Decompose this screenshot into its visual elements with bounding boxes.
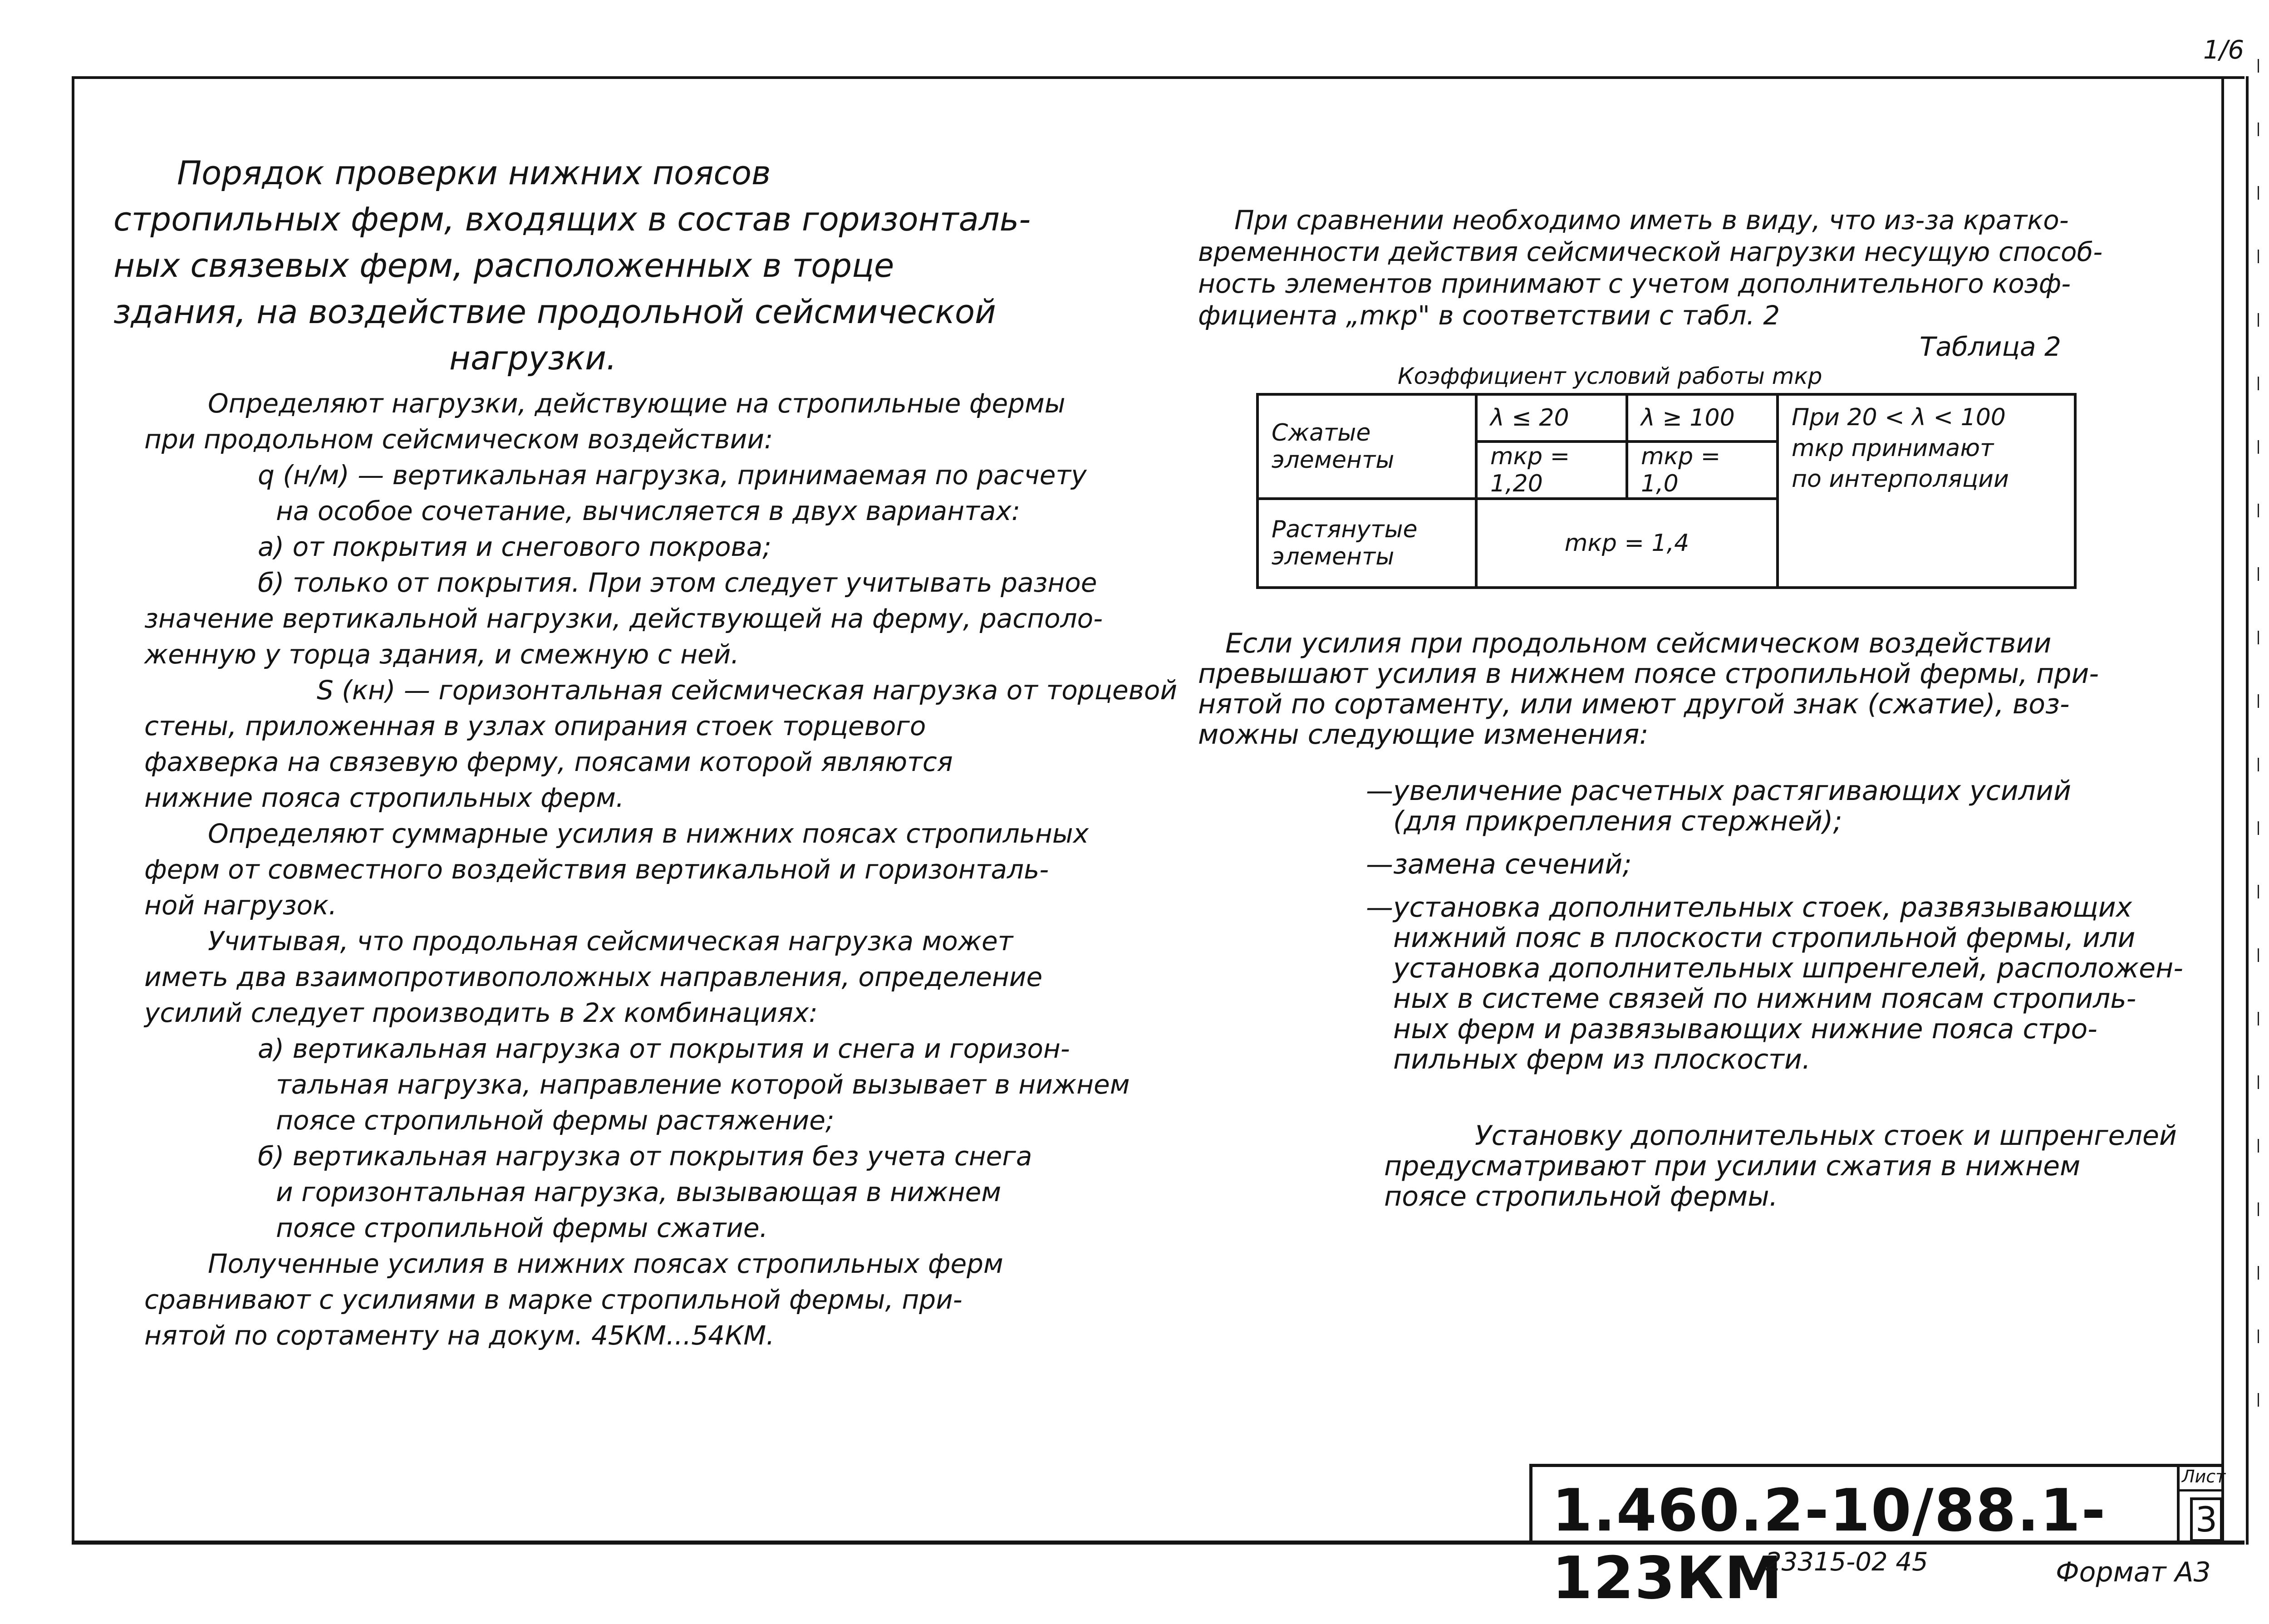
margin-dashes bbox=[2258, 59, 2259, 1420]
cell-line: При 20 < λ < 100 bbox=[1792, 404, 2006, 431]
changes-list bbox=[1366, 776, 2183, 1075]
list-item: установка дополнительных шпренгелей, расположен- bbox=[1393, 952, 2183, 984]
cell-line: Сжатые bbox=[1272, 419, 1371, 446]
body-line: значение вертикальной нагрузки, действующей на ферму, располо- bbox=[144, 603, 1103, 634]
heading-line: ных связевых ферм, расположенных в торце bbox=[113, 246, 894, 285]
body-line: ферм от совместного воздействия вертикальной и горизонталь- bbox=[144, 854, 1049, 885]
body-line: Если усилия при продольном сейсмическом воздействии bbox=[1225, 628, 2052, 659]
body-line: Определяют суммарные усилия в нижних поясах стропильных bbox=[208, 818, 1089, 849]
body-line: иметь два взаимопротивоположных направления, определение bbox=[144, 962, 1043, 992]
heading-line: стропильных ферм, входящих в состав горизонталь- bbox=[113, 200, 1031, 238]
body-line: нятой по сортаменту на докум. 45КМ...54КМ. bbox=[144, 1320, 775, 1351]
body-line: а) вертикальная нагрузка от покрытия и снега и горизон- bbox=[258, 1033, 1070, 1064]
body-line: стены, приложенная в узлах опирания стоек торцевого bbox=[144, 711, 926, 741]
heading-line: нагрузки. bbox=[449, 339, 617, 377]
body-line: тальная нагрузка, направление которой вызывает в нижнем bbox=[276, 1069, 1130, 1100]
cell-lambda-ge: λ ≥ 100 bbox=[1627, 394, 1778, 442]
cell-m-10: mкр = 1,0 bbox=[1627, 442, 1778, 499]
row-head-compressed bbox=[1257, 394, 1476, 499]
body-line: ной нагрузок. bbox=[144, 890, 337, 921]
body-line: q (н/м) — вертикальная нагрузка, принимаемая по расчету bbox=[258, 460, 1087, 491]
body-line: фициента „mкр" в соответствии с табл. 2 bbox=[1198, 300, 1780, 331]
cell-m-14: mкр = 1,4 bbox=[1476, 499, 1778, 588]
sheet-number: 3 bbox=[2190, 1497, 2223, 1542]
cell-line: mкр принимают bbox=[1792, 435, 1994, 462]
cell-m-120: mкр = 1,20 bbox=[1476, 442, 1627, 499]
cell-line: элементы bbox=[1272, 543, 1395, 570]
body-line: Определяют нагрузки, действующие на стропильные фермы bbox=[208, 388, 1066, 419]
body-line: при продольном сейсмическом воздействии: bbox=[144, 424, 773, 455]
body-line: нятой по сортаменту, или имеют другой знак (сжатие), воз- bbox=[1198, 688, 2070, 720]
right-closing-text bbox=[1384, 1121, 2177, 1212]
table-caption: Коэффициент условий работы mкр bbox=[1398, 363, 1822, 389]
body-line: на особое сочетание, вычисляется в двух вариантах: bbox=[276, 496, 1021, 526]
table-label: Таблица 2 bbox=[1920, 331, 2061, 362]
body-line: б) вертикальная нагрузка от покрытия без учета снега bbox=[258, 1141, 1032, 1172]
cell-line: элементы bbox=[1272, 446, 1395, 474]
cell-lambda-le: λ ≤ 20 bbox=[1476, 394, 1627, 442]
list-item: ных в системе связей по нижним поясам стропиль- bbox=[1393, 983, 2136, 1015]
body-line: превышают усилия в нижнем поясе стропильной фермы, при- bbox=[1198, 658, 2099, 690]
body-line: можны следующие изменения: bbox=[1198, 719, 1649, 751]
body-line: а) от покрытия и снегового покрова; bbox=[258, 531, 771, 562]
body-line: женную у торца здания, и смежную с ней. bbox=[144, 639, 739, 670]
body-line: поясе стропильной фермы растяжение; bbox=[276, 1105, 835, 1136]
body-line: Установку дополнительных стоек и шпренгелей bbox=[1475, 1120, 2177, 1152]
coefficient-table bbox=[1256, 393, 2077, 589]
list-item: —замена сечений; bbox=[1366, 849, 1632, 880]
cell-line: по интерполяции bbox=[1792, 466, 2009, 493]
cell-interpolation bbox=[1778, 394, 2075, 588]
body-line: предусматривают при усилии сжатия в нижнем bbox=[1384, 1150, 2081, 1182]
section-heading bbox=[113, 150, 1157, 381]
body-line: поясе стропильной фермы сжатие. bbox=[276, 1212, 768, 1243]
list-item: (для прикрепления стержней); bbox=[1393, 805, 1842, 837]
sheet-divider bbox=[2177, 1489, 2221, 1492]
heading-line: здания, на воздействие продольной сейсмической bbox=[113, 293, 996, 331]
body-line: ность элементов принимают с учетом дополнительного коэф- bbox=[1198, 268, 2071, 299]
frame-margin-strip bbox=[2221, 76, 2249, 1545]
archive-number: 23315-02 45 bbox=[1765, 1547, 1928, 1577]
format-label: Формат А3 bbox=[2056, 1556, 2211, 1588]
body-line: и горизонтальная нагрузка, вызывающая в нижнем bbox=[276, 1177, 1002, 1207]
right-conditions-text bbox=[1198, 628, 2099, 750]
left-body-text bbox=[144, 386, 1178, 1354]
list-item: пильных ферм из плоскости. bbox=[1393, 1044, 1811, 1075]
document-code: 1.460.2-10/88.1-123КМ bbox=[1552, 1477, 2107, 1612]
body-line: нижние пояса стропильных ферм. bbox=[144, 782, 624, 813]
list-item: —установка дополнительных стоек, развязывающих bbox=[1366, 892, 2132, 923]
body-line: усилий следует производить в 2х комбинациях: bbox=[144, 997, 818, 1028]
body-line: поясе стропильной фермы. bbox=[1384, 1181, 1778, 1212]
body-line: Учитывая, что продольная сейсмическая нагрузка может bbox=[208, 926, 1013, 957]
body-line: S (кн) — горизонтальная сейсмическая нагрузка от торцевой bbox=[317, 675, 1178, 706]
row-head-tensioned bbox=[1257, 499, 1476, 588]
list-item: —увеличение расчетных растягивающих усилий bbox=[1366, 775, 2071, 807]
list-item: ных ферм и развязывающих нижние пояса стро- bbox=[1393, 1013, 2097, 1045]
body-line: сравнивают с усилиями в марке стропильной фермы, при- bbox=[144, 1284, 963, 1315]
right-intro-text bbox=[1198, 204, 2102, 331]
cell-line: Растянутые bbox=[1272, 516, 1418, 543]
body-line: б) только от покрытия. При этом следует учитывать разное bbox=[258, 567, 1097, 598]
heading-line: Порядок проверки нижних поясов bbox=[177, 154, 771, 192]
list-item: нижний пояс в плоскости стропильной фермы, или bbox=[1393, 922, 2136, 954]
sheet-label: Лист bbox=[2182, 1467, 2226, 1487]
sheet-reference: 1/6 bbox=[2203, 35, 2244, 65]
body-line: временности действия сейсмической нагрузки несущую способ- bbox=[1198, 236, 2103, 267]
body-line: Полученные усилия в нижних поясах стропильных ферм bbox=[208, 1248, 1003, 1279]
body-line: При сравнении необходимо иметь в виду, что из-за кратко- bbox=[1234, 205, 2069, 236]
body-line: фахверка на связевую ферму, поясами которой являются bbox=[144, 746, 953, 777]
